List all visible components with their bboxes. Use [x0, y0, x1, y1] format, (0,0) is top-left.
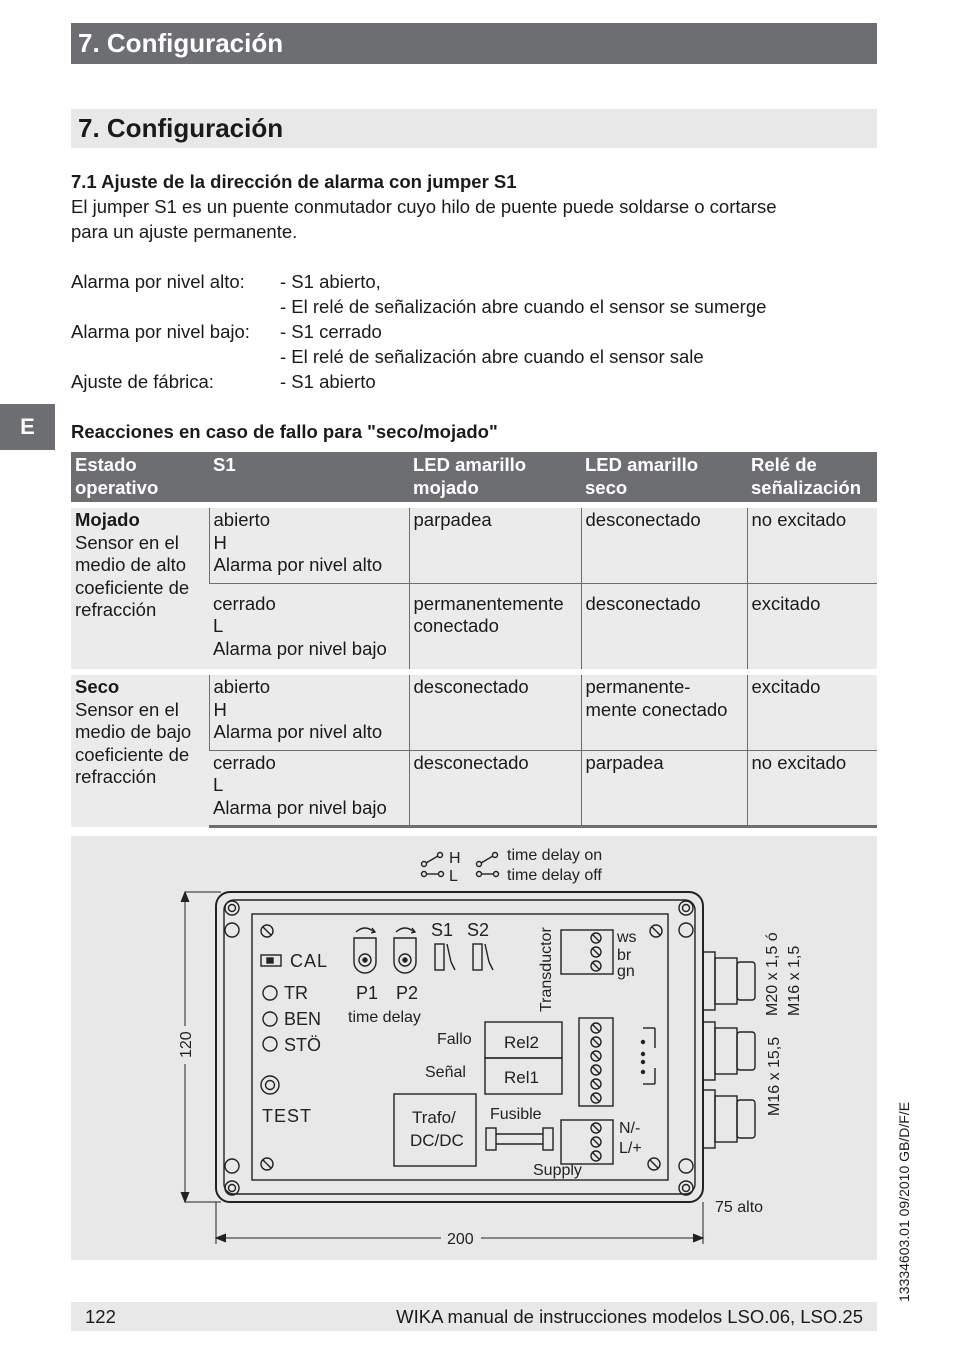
- state-cell: Mojado Sensor en el medio de alto coeficiente de refracción: [71, 508, 209, 669]
- potentiometer-p1-icon: [354, 928, 376, 973]
- settings-row: [71, 369, 871, 394]
- jumper-s1-icon: [435, 944, 455, 970]
- dimension-depth: 75 alto: [715, 1199, 764, 1216]
- settings-list: [71, 269, 871, 394]
- s1-label: S1: [431, 920, 454, 940]
- settings-row: [71, 269, 871, 294]
- led-sto-icon: [263, 1037, 277, 1051]
- led-ben-icon: [263, 1012, 277, 1026]
- p1-label: P1: [356, 983, 379, 1003]
- supply-terminal-block: [561, 1120, 613, 1164]
- settings-label: [71, 294, 280, 319]
- settings-label: Alarma por nivel bajo:: [71, 321, 250, 342]
- br-label: br: [617, 947, 632, 964]
- wiring-diagram: [71, 836, 877, 1260]
- header-title: 7. Configuración: [78, 28, 284, 58]
- gland-spec-line2: M16 x 1,5: [786, 945, 803, 1016]
- led-wet-cell: parpadea: [409, 508, 581, 583]
- table-row: [71, 508, 877, 583]
- trafo-label-line2: DC/DC: [410, 1131, 464, 1150]
- time-delay-label: time delay: [348, 1009, 421, 1026]
- dimension-width: 200: [447, 1231, 474, 1248]
- settings-label: Ajuste de fábrica:: [71, 371, 214, 392]
- led-dry-cell: permanente- mente conectado: [581, 675, 747, 750]
- trafo-block: [394, 1094, 476, 1166]
- header-cell: LED amarillo mojado: [409, 452, 581, 502]
- language-tab: E: [0, 404, 55, 450]
- header-cell: LED amarillo seco: [581, 452, 747, 502]
- terminal-screw-icon: [591, 1123, 601, 1161]
- section-title-bar: [71, 109, 877, 148]
- relay-contact-icon: [642, 1028, 656, 1084]
- led-dry-cell: desconectado: [581, 583, 747, 669]
- settings-label: [71, 344, 280, 369]
- transductor-label: Transductor: [538, 927, 555, 1012]
- l-plus-label: L/+: [619, 1140, 642, 1157]
- intro-line-2: para un ajuste permanente.: [71, 221, 298, 242]
- rel1-label: Rel1: [504, 1068, 539, 1087]
- settings-row: [71, 319, 871, 344]
- fusible-label: Fusible: [490, 1106, 542, 1123]
- led-wet-cell: desconectado: [409, 750, 581, 827]
- footer-bar: [71, 1302, 877, 1331]
- document-code: 13334603.01 09/2010 GB/D/F/E: [896, 1101, 912, 1302]
- s1-cell: cerrado L Alarma por nivel bajo: [209, 750, 409, 827]
- page-number: 122: [85, 1306, 116, 1327]
- test-button-icon: [261, 1076, 279, 1094]
- tr-label: TR: [284, 983, 308, 1003]
- diagram-svg: [71, 836, 877, 1260]
- rel2-label: Rel2: [504, 1033, 539, 1052]
- table-header-row: [71, 452, 877, 502]
- transducer-terminal-block: [561, 930, 613, 974]
- p2-label: P2: [396, 983, 419, 1003]
- trafo-label-line1: Trafo/: [412, 1108, 456, 1127]
- relay-cell: excitado: [747, 583, 877, 669]
- senal-label: Señal: [425, 1064, 466, 1081]
- relay-cell: excitado: [747, 675, 877, 750]
- header-bar: [71, 23, 877, 64]
- time-delay-on-label: time delay on: [507, 847, 603, 864]
- cable-gland-icon: [703, 952, 755, 1148]
- legend-h-label: H: [449, 850, 461, 867]
- led-wet-cell: desconectado: [409, 675, 581, 750]
- switch-closed-icon: [422, 872, 499, 877]
- table-row: [71, 675, 877, 750]
- settings-row: [71, 344, 871, 369]
- dimension-height: 120: [178, 1031, 195, 1058]
- test-label: TEST: [262, 1106, 313, 1126]
- gland-spec-line1: M20 x 1,5 ó: [764, 932, 781, 1016]
- footer-title: WIKA manual de instrucciones modelos LSO.06, LSO.25: [396, 1306, 863, 1327]
- time-delay-off-label: time delay off: [507, 867, 602, 884]
- settings-label: Alarma por nivel alto:: [71, 271, 245, 292]
- terminal-screw-icon: [591, 1023, 601, 1103]
- table-title: Reacciones en caso de fallo para "seco/mojado": [71, 421, 498, 442]
- jumper-s2-icon: [473, 944, 493, 970]
- intro-line-1: El jumper S1 es un puente conmutador cuyo hilo de puente puede soldarse o cortarse: [71, 196, 777, 217]
- settings-row: [71, 294, 871, 319]
- state-cell: Seco Sensor en el medio de bajo coeficiente de refracción: [71, 675, 209, 827]
- sto-label: STÖ: [284, 1035, 322, 1055]
- cal-label: CAL: [290, 951, 329, 971]
- relay-cell: no excitado: [747, 750, 877, 827]
- legend-l-label: L: [449, 868, 458, 885]
- header-cell: Estado operativo: [71, 452, 209, 502]
- settings-value: - S1 cerrado: [280, 321, 382, 342]
- s1-cell: abierto H Alarma por nivel alto: [209, 675, 409, 750]
- s1-cell: abierto H Alarma por nivel alto: [209, 508, 409, 583]
- fault-table: [71, 452, 877, 828]
- settings-value: - S1 abierto: [280, 371, 376, 392]
- potentiometer-p2-icon: [394, 928, 416, 973]
- led-wet-cell: permanentemente conectado: [409, 583, 581, 669]
- settings-value: - El relé de señalización abre cuando el sensor sale: [280, 346, 704, 367]
- led-tr-icon: [263, 986, 277, 1000]
- s2-label: S2: [467, 920, 490, 940]
- settings-value: - El relé de señalización abre cuando el sensor se sumerge: [280, 296, 767, 317]
- gn-label: gn: [617, 963, 635, 980]
- gland-spec-lower: M16 x 15,5: [766, 1036, 783, 1116]
- ws-label: ws: [617, 929, 637, 946]
- fallo-label: Fallo: [437, 1031, 472, 1048]
- fuse-icon: [486, 1128, 553, 1150]
- led-dry-cell: desconectado: [581, 508, 747, 583]
- subsection-heading: 7.1 Ajuste de la dirección de alarma con jumper S1: [71, 171, 517, 192]
- n-minus-label: N/-: [619, 1120, 641, 1137]
- terminal-screw-icon: [591, 933, 601, 971]
- section-title: 7. Configuración: [78, 113, 284, 143]
- header-cell: S1: [209, 452, 409, 502]
- relay-cell: no excitado: [747, 508, 877, 583]
- supply-label: Supply: [533, 1162, 582, 1179]
- s1-cell: cerrado L Alarma por nivel bajo: [209, 583, 409, 669]
- header-cell: Relé de señalización: [747, 452, 877, 502]
- led-dry-cell: parpadea: [581, 750, 747, 827]
- ben-label: BEN: [284, 1009, 322, 1029]
- settings-value: - S1 abierto,: [280, 271, 381, 292]
